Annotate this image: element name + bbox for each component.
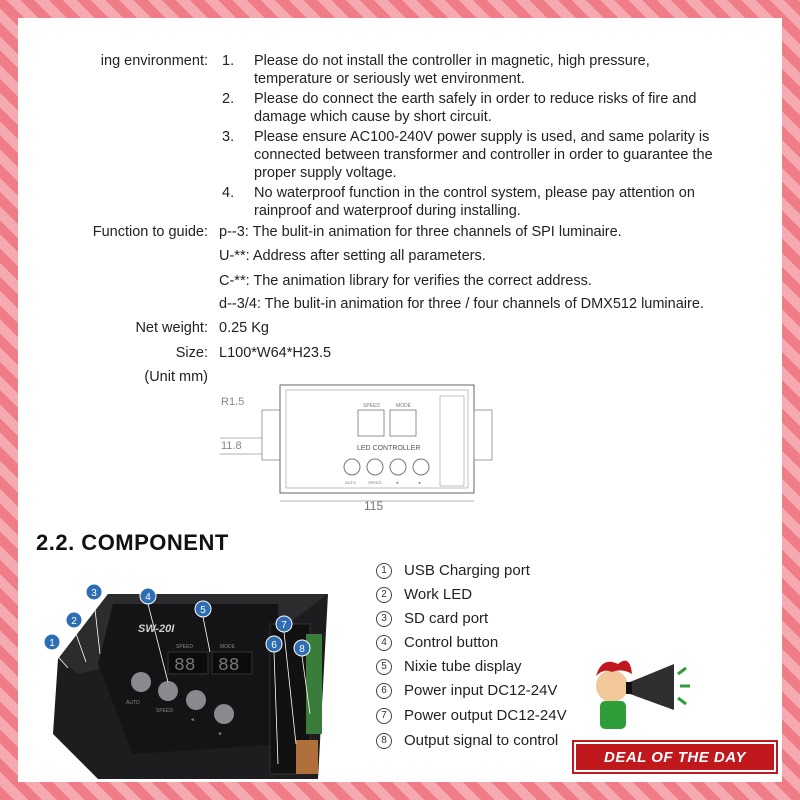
drawing-speed-label: SPEED (363, 403, 380, 409)
component-label: Power input DC12-24V (404, 682, 558, 699)
component-item (376, 586, 472, 603)
component-item (376, 658, 522, 675)
width-label: 115 (364, 499, 384, 513)
function-guide-label: Function to guide: (92, 224, 208, 240)
device-display-left: 88 (174, 656, 196, 676)
drawing-button-label: AUTO (345, 480, 357, 485)
component-label: Output signal to control (404, 732, 559, 749)
env-line: proper supply voltage. (254, 165, 397, 181)
device-button-label: AUTO (126, 700, 140, 706)
callout-8: 8 (299, 644, 305, 655)
component-label: Work LED (404, 586, 473, 603)
callout-5: 5 (200, 605, 206, 616)
env-line: damage which cause by short circuit. (254, 109, 492, 125)
callout-7: 7 (281, 620, 287, 631)
component-number: 2 (376, 587, 392, 603)
component-item (376, 610, 488, 627)
component-number: 8 (376, 733, 392, 749)
env-line: Please ensure AC100-240V power supply is used, and same polarity is (254, 129, 710, 145)
device-button-label: ◄ (190, 717, 195, 723)
env-num-4: 4. (222, 185, 235, 201)
component-item (376, 634, 498, 651)
callout-1: 1 (49, 638, 55, 649)
drawing-button-label: ► (418, 480, 422, 485)
env-line: connected between transformer and controller in order to guarantee the (254, 147, 713, 163)
component-label: SD card port (404, 610, 489, 627)
badge-band (574, 742, 776, 772)
env-num-2: 2. (222, 91, 235, 107)
net-weight-value: 0.25 Kg (219, 320, 269, 336)
size-value: L100*W64*H23.5 (219, 345, 332, 361)
env-line: rainproof and waterproof during installing. (254, 203, 521, 219)
megaphone-mascot-icon (582, 646, 692, 736)
component-label: Power output DC12-24V (404, 707, 567, 724)
component-number: 7 (376, 708, 392, 724)
component-title: 2.2. COMPONENT (36, 530, 229, 555)
deal-of-the-day-badge[interactable] (574, 718, 776, 772)
component-number: 4 (376, 635, 392, 651)
drawing-button-label: SPEED (368, 480, 382, 485)
component-item (376, 682, 557, 699)
component-label: USB Charging port (404, 562, 530, 579)
callout-3: 3 (91, 588, 97, 599)
function-line: U-**: Address after setting all parameters. (219, 248, 486, 264)
height-label: 11.8 (221, 440, 242, 452)
net-weight-label: Net weight: (135, 320, 208, 336)
component-number: 3 (376, 611, 392, 627)
spec-sheet (18, 18, 782, 782)
controller-drawing (218, 368, 518, 513)
callout-6: 6 (271, 640, 277, 651)
device-button-label: SPEED (156, 708, 173, 714)
device-button-label: ► (218, 731, 223, 737)
component-number: 5 (376, 659, 392, 675)
env-line: No waterproof function in the control system, please pay attention on (254, 185, 695, 201)
env-num-1: 1. (222, 53, 235, 69)
device-model: SW-20I (138, 623, 175, 635)
badge-text: DEAL OF THE DAY (604, 748, 746, 766)
callout-4: 4 (145, 592, 151, 603)
component-item (376, 562, 530, 579)
function-line: d--3/4: The bulit-in animation for three / four channels of DMX512 luminaire. (219, 296, 704, 312)
device-display-right: 88 (218, 656, 240, 676)
component-number: 1 (376, 563, 392, 579)
env-line: temperature or seriously wet environment. (254, 71, 525, 87)
component-number: 6 (376, 683, 392, 699)
function-line: p--3: The bulit-in animation for three channels of SPI luminaire. (219, 224, 622, 240)
device-mode-label: MODE (220, 644, 235, 650)
environment-label: ing environment: (100, 53, 208, 69)
radius-label: R1.5 (221, 396, 245, 408)
device-photo (38, 564, 348, 782)
env-line: Please do connect the earth safely in order to reduce risks of fire and (254, 91, 697, 107)
drawing-title: LED CONTROLLER (357, 445, 421, 452)
drawing-mode-label: MODE (396, 403, 411, 409)
component-label: Nixie tube display (404, 658, 522, 675)
component-item (376, 732, 558, 749)
env-num-3: 3. (222, 129, 235, 145)
callout-2: 2 (71, 616, 77, 627)
unit-label: (Unit mm) (144, 369, 208, 385)
env-line: Please do not install the controller in magnetic, high pressure, (254, 53, 650, 69)
function-line: C-**: The animation library for verifies the correct address. (219, 273, 592, 289)
component-item (376, 707, 567, 724)
size-label: Size: (175, 345, 208, 361)
device-speed-label: SPEED (176, 644, 193, 650)
specifications (18, 18, 782, 518)
drawing-button-label: ◄ (395, 480, 399, 485)
component-label: Control button (404, 634, 499, 651)
